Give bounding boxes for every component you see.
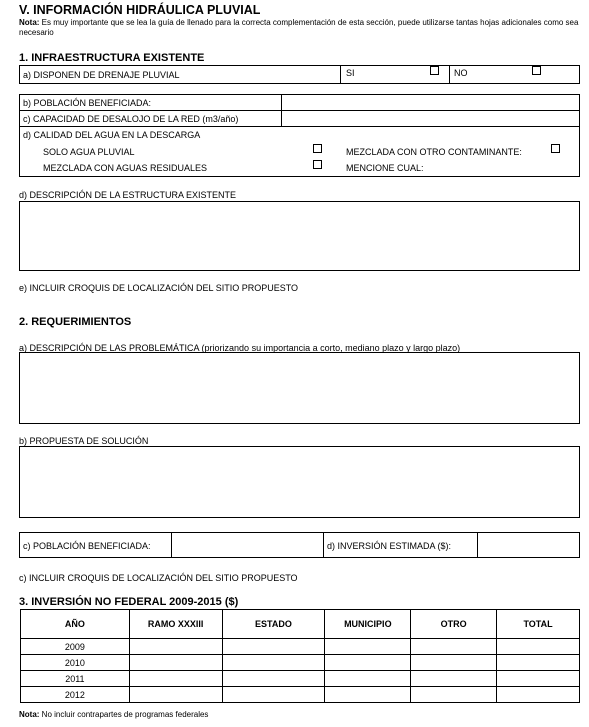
table-row [21, 671, 580, 687]
table-row [21, 655, 580, 671]
req-poblacion-field[interactable] [172, 533, 322, 557]
no-checkbox[interactable] [532, 66, 541, 75]
mezclada-residuales-label: MEZCLADA CON AGUAS RESIDUALES [43, 163, 208, 173]
table-cell[interactable] [222, 671, 325, 687]
col-header: MUNICIPIO [325, 610, 411, 639]
table-cell[interactable] [129, 687, 222, 703]
poblacion-inversion-row [19, 532, 580, 558]
year-cell: 2012 [21, 687, 130, 703]
inversion-estimada-field[interactable] [478, 533, 580, 557]
inversion-estimada-label: d) INVERSIÓN ESTIMADA ($): [327, 541, 452, 551]
table-cell[interactable] [411, 687, 497, 703]
poblacion-field[interactable] [282, 95, 580, 110]
table-cell[interactable] [222, 655, 325, 671]
si-label: SI [346, 68, 355, 78]
footer-note-text: No incluir contrapartes de programas federales [39, 710, 209, 719]
capacidad-label: c) CAPACIDAD DE DESALOJO DE LA RED (m3/año) [23, 114, 239, 124]
propuesta-textarea[interactable] [19, 446, 580, 518]
table-row [21, 639, 580, 655]
table-cell[interactable] [411, 639, 497, 655]
table-cell[interactable] [222, 687, 325, 703]
calidad-box [19, 126, 580, 177]
problematica-textarea[interactable] [19, 352, 580, 424]
col-header: TOTAL [497, 610, 580, 639]
solo-agua-label: SOLO AGUA PLUVIAL [43, 147, 135, 157]
poblacion-label: b) POBLACIÓN BENEFICIADA: [23, 98, 152, 108]
table-cell[interactable] [325, 671, 411, 687]
problematica-label: a) DESCRIPCIÓN DE LAS PROBLEMÁTICA (priorizando su importancia a corto, mediano plazo y largo plazo) [19, 343, 461, 353]
table-cell[interactable] [129, 655, 222, 671]
drenaje-row [19, 65, 580, 84]
footer-note-label: Nota: [19, 710, 40, 719]
year-cell: 2009 [21, 639, 130, 655]
section-title: V. INFORMACIÓN HIDRÁULICA PLUVIAL [19, 3, 261, 17]
infra-title: 1. INFRAESTRUCTURA EXISTENTE [19, 52, 205, 64]
col-header: OTRO [411, 610, 497, 639]
drenaje-label: a) DISPONEN DE DRENAJE PLUVIAL [23, 70, 180, 80]
propuesta-label: b) PROPUESTA DE SOLUCIÓN [19, 436, 149, 446]
section-note [19, 18, 579, 38]
inversion-table [20, 609, 580, 703]
divider [323, 532, 324, 558]
table-cell[interactable] [129, 639, 222, 655]
inversion-title: 3. INVERSIÓN NO FEDERAL 2009-2015 ($) [19, 596, 239, 608]
table-cell[interactable] [325, 687, 411, 703]
solo-agua-checkbox[interactable] [313, 144, 322, 153]
mezclada-otro-label: MEZCLADA CON OTRO CONTAMINANTE: [346, 147, 522, 157]
si-checkbox[interactable] [430, 66, 439, 75]
capacidad-row [19, 110, 580, 127]
calidad-label: d) CALIDAD DEL AGUA EN LA DESCARGA [23, 130, 201, 140]
descripcion-label: d) DESCRIPCIÓN DE LA ESTRUCTURA EXISTENTE [19, 190, 237, 200]
no-label: NO [454, 68, 468, 78]
descripcion-textarea[interactable] [19, 201, 580, 271]
table-cell[interactable] [497, 639, 580, 655]
table-cell[interactable] [325, 655, 411, 671]
footer-note [19, 710, 208, 720]
divider [340, 65, 341, 84]
table-cell[interactable] [411, 671, 497, 687]
table-cell[interactable] [222, 639, 325, 655]
year-cell: 2011 [21, 671, 130, 687]
mezclada-otro-checkbox[interactable] [551, 144, 560, 153]
note-text: Es muy importante que se lea la guía de llenado para la correcta complementación de esta sección, puede utilizarse tantas hojas adicionales como sea necesario [19, 18, 579, 37]
divider [449, 65, 450, 84]
req-title: 2. REQUERIMIENTOS [19, 316, 132, 328]
table-cell[interactable] [497, 655, 580, 671]
croquis-label-1: e) INCLUIR CROQUIS DE LOCALIZACIÓN DEL SITIO PROPUESTO [19, 283, 299, 293]
col-header: ESTADO [222, 610, 325, 639]
col-header: AÑO [21, 610, 130, 639]
mezclada-residuales-checkbox[interactable] [313, 160, 322, 169]
capacidad-field[interactable] [282, 111, 580, 126]
mencione-label: MENCIONE CUAL: [346, 163, 424, 173]
table-cell[interactable] [497, 671, 580, 687]
note-label: Nota: [19, 18, 40, 27]
col-header: RAMO XXXIII [129, 610, 222, 639]
croquis-label-2: c) INCLUIR CROQUIS DE LOCALIZACIÓN DEL SITIO PROPUESTO [19, 573, 298, 583]
table-cell[interactable] [325, 639, 411, 655]
year-cell: 2010 [21, 655, 130, 671]
poblacion-row [19, 94, 580, 111]
table-cell[interactable] [411, 655, 497, 671]
table-cell[interactable] [497, 687, 580, 703]
table-header-row [21, 610, 580, 639]
table-cell[interactable] [129, 671, 222, 687]
table-row [21, 687, 580, 703]
req-poblacion-label: c) POBLACIÓN BENEFICIADA: [23, 541, 151, 551]
